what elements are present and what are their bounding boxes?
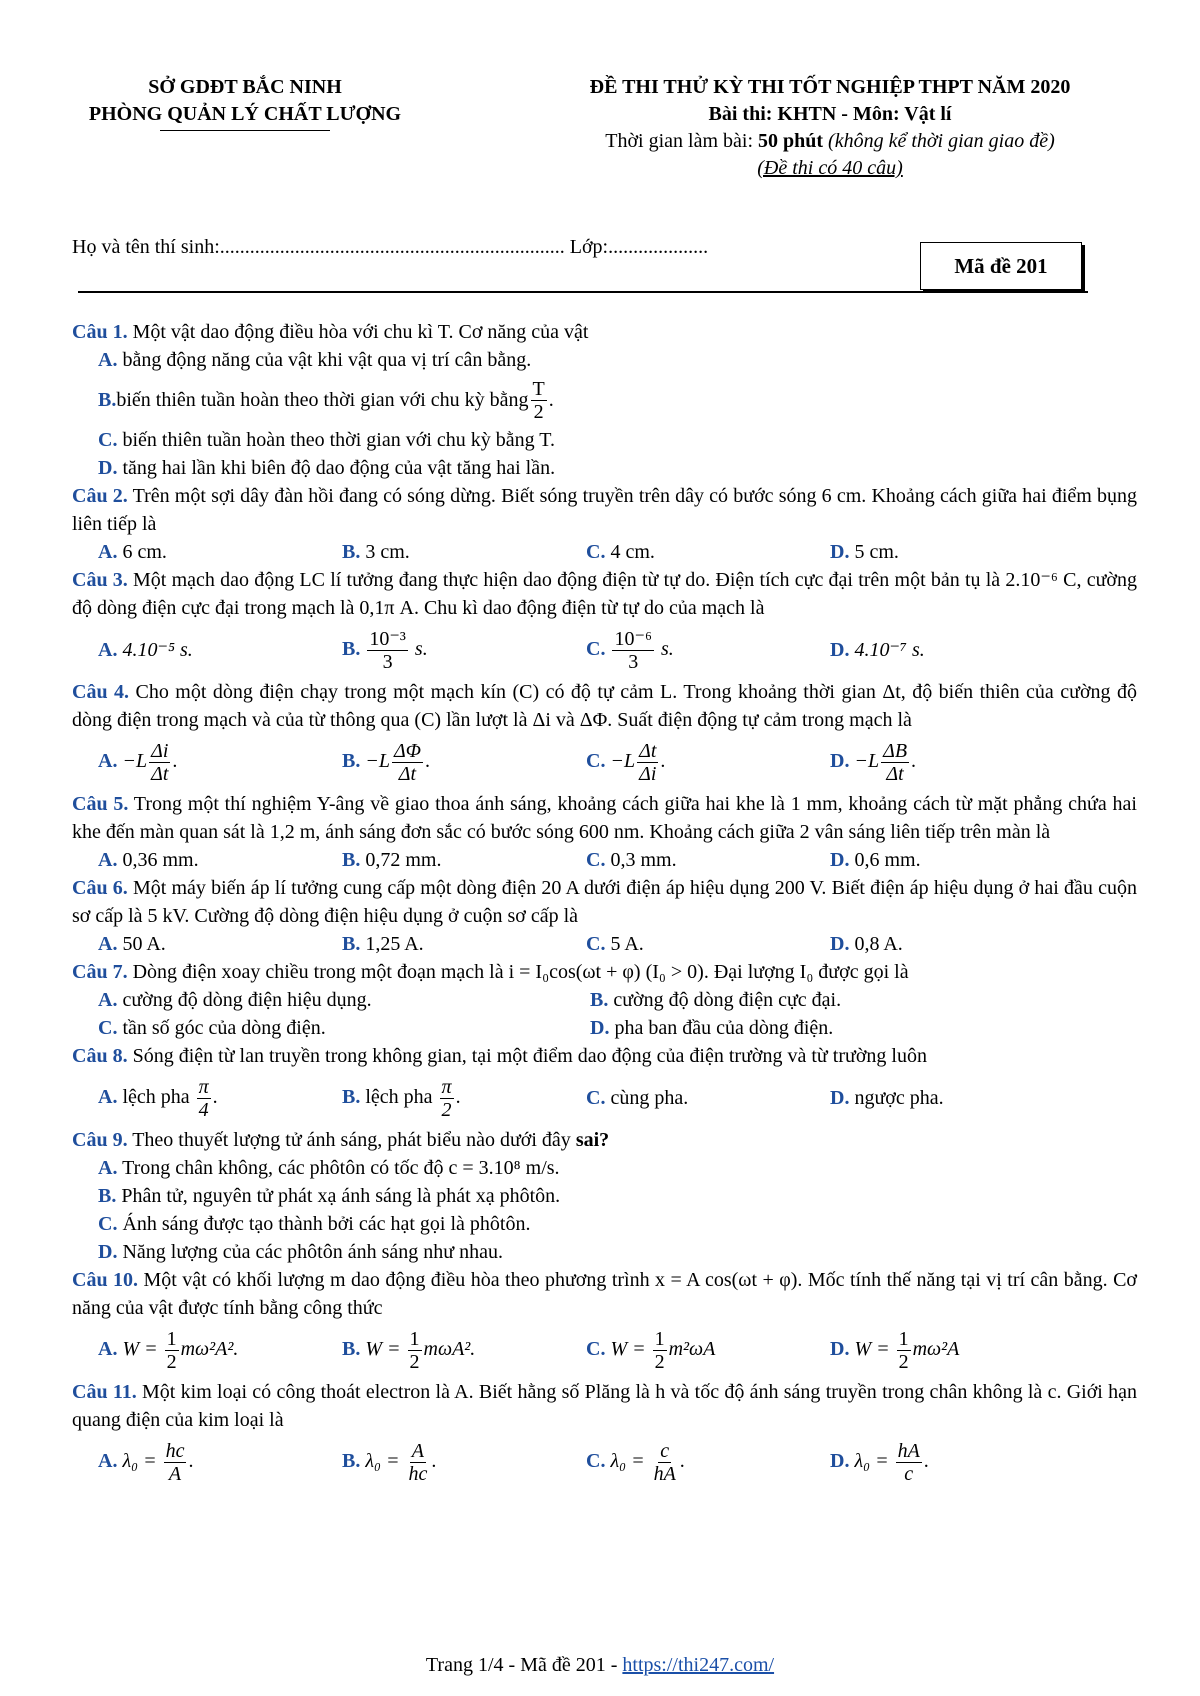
fraction: $\frac{\text{10⁻³}}{3}$ [369, 627, 406, 673]
option-b: B. Phân tử, nguyên tử phát xạ ánh sáng là phát xạ phôtôn. [98, 1185, 561, 1207]
option-a: A. λ₀ = $\frac{hc}{A}$ . [98, 1439, 194, 1485]
questions [72, 318, 1137, 1490]
option-b: B. λ₀ = $\frac{A}{hc}$ . [342, 1439, 437, 1485]
option-a: A. W = $\frac{1}{2}$ mω²A². [98, 1327, 239, 1373]
fraction: $\frac{\pi}{2}$ [441, 1075, 452, 1121]
question-6: Câu 6. Một máy biến áp lí tưởng cung cấp một dòng điện 20 A dưới điện áp hiệu dụng 200 V. Biết điện áp hiệu dụng ở hai đầu cuộn sơ cấp là 5 kV. Cường độ dòng điện hiệu dụng ở cuộn sơ cấp là A. 50 A. B. 1,25 A. C. 5 A. D. 0,8 A. [72, 874, 1137, 958]
header-right [515, 74, 1145, 182]
option-b: B. 0,72 mm. [342, 849, 442, 871]
option-c: C. λ₀ = $\frac{c}{hA}$ . [586, 1439, 685, 1485]
option-c: C. tần số góc của dòng điện. [98, 1017, 326, 1039]
option-b: B. 1,25 A. [342, 933, 424, 955]
question-8: Câu 8. Sóng điện từ lan truyền trong không gian, tại một điểm dao động của điện trường và từ trường luôn A. lệch pha $\frac{\pi}{4}$ . B. lệch pha $\frac{\pi}{2}$ . C. cùng pha. D. ngược pha. [72, 1045, 944, 1121]
option-d: D. tăng hai lần khi biên độ dao động của vật tăng hai lần. [98, 457, 556, 479]
fraction: $\frac{\text{10⁻⁶}}{3}$ [614, 627, 652, 673]
fraction: $\frac{T}{2}$ [532, 377, 545, 423]
option-b: B. W = $\frac{1}{2}$ mωA². [342, 1327, 476, 1373]
exam-time: Thời gian làm bài: 50 phút (không kể thời gian giao đề) [605, 130, 1055, 152]
question-5: Câu 5. Trong một thí nghiệm Y-âng về giao thoa ánh sáng, khoảng cách giữa hai khe là 1 mm, khoảng cách từ mặt phẳng chứa hai khe đến màn quan sát là 1,2 m, ánh sáng đơn sắc có bước sóng 600 nm. Khoảng cách giữa 2 vân sáng liên tiếp trên màn là A. 0,36 mm. B. 0,72 mm. C. 0,3 mm. D. 0,6 mm. [72, 790, 1137, 874]
option-d: D. 4.10⁻⁷ s. [830, 639, 925, 661]
student-info-line: Họ và tên thí sinh:..................................................................... Lớp:.................... [72, 236, 709, 258]
option-a: A. 6 cm. [98, 541, 167, 563]
option-c: C. biến thiên tuần hoàn theo thời gian với chu kỳ bằng T. [98, 429, 556, 451]
header-divider [160, 130, 330, 131]
option-d: D. −L $\frac{\Delta B}{\Delta t}$ . [830, 739, 917, 785]
question-9: Câu 9. Theo thuyết lượng tử ánh sáng, phát biểu nào dưới đây sai? A. Trong chân không, các phôtôn có tốc độ c = 3.10⁸ m/s. B. Phân tử, nguyên tử phát xạ ánh sáng là phát xạ phôtôn. C. Ánh sáng được tạo thành bởi các hạt gọi là phôtôn. D. Năng lượng của các phôtôn ánh sáng như nhau. [72, 1126, 1137, 1266]
option-a: A. bằng động năng của vật khi vật qua vị trí cân bằng. [98, 349, 532, 371]
question-2: Câu 2. Trên một sợi dây đàn hồi đang có sóng dừng. Biết sóng truyền trên dây có bước sóng 6 cm. Khoảng cách giữa hai điểm bụng liên tiếp là A. 6 cm. B. 3 cm. C. 4 cm. D. 5 cm. [72, 482, 1137, 566]
option-b: B. lệch pha $\frac{\pi}{2}$ . [342, 1075, 461, 1121]
question-11: Câu 11. Một kim loại có công thoát electron là A. Biết hằng số Plăng là h và tốc độ ánh sáng truyền trong chân không là c. Giới hạn quang điện của kim loại là A. λ₀ = $\frac{hc}{A}$ . B. λ₀ = $\frac{A}{hc}$ . C. λ₀ = $\frac{c}{hA}$ . D. λ₀ = $\frac{hA}{c}$ . [72, 1381, 1138, 1485]
option-b: B. biến thiên tuần hoàn theo thời gian với chu kỳ bằng $\frac{T}{2}$ . [98, 377, 554, 423]
option-a: A. 4.10⁻⁵ s. [98, 639, 193, 661]
fraction: $\frac{\Delta B}{\Delta t}$ [883, 739, 908, 785]
fraction: $\frac{1}{2}$ [654, 1327, 665, 1373]
option-a: A. lệch pha $\frac{\pi}{4}$ . [98, 1075, 218, 1121]
footer-text: Trang 1/4 - Mã đề 201 - [425, 1654, 623, 1676]
option-a: A. −L $\frac{\Delta i}{\Delta t}$ . [98, 739, 178, 785]
footer-link[interactable]: https://thi247.com/ [622, 1654, 775, 1676]
option-a: A. 0,36 mm. [98, 849, 199, 871]
fraction: $\frac{\Delta\Phi}{\Delta t}$ [393, 739, 421, 785]
fraction: $\frac{hc}{A}$ [165, 1439, 185, 1485]
header-left [70, 74, 420, 131]
option-c: C. 0,3 mm. [586, 849, 677, 871]
question-count-note: (Đề thi có 40 câu) [757, 157, 903, 179]
page-footer [0, 1654, 1200, 1677]
exam-subject: Bài thi: KHTN - Môn: Vật lí [708, 103, 952, 125]
fraction: $\frac{1}{2}$ [409, 1327, 420, 1373]
fraction: $\frac{\Delta i}{\Delta t}$ [151, 739, 169, 785]
option-d: D. ngược pha. [830, 1087, 944, 1109]
office-name: PHÒNG QUẢN LÝ CHẤT LƯỢNG [88, 103, 402, 125]
option-d: D. λ₀ = $\frac{hA}{c}$ . [830, 1439, 929, 1485]
fraction: $\frac{A}{hc}$ [408, 1439, 428, 1485]
fraction: $\frac{1}{2}$ [898, 1327, 909, 1373]
fraction: $\frac{hA}{c}$ [897, 1439, 920, 1485]
option-b: B. 3 cm. [342, 541, 410, 563]
question-3: Câu 3. Một mạch dao động LC lí tưởng đang thực hiện dao động điện từ tự do. Điện tích cực đại trên một bản tụ là 2.10⁻⁶ C, cường độ dòng điện cực đại trong mạch là 0,1π A. Chu kì dao động điện từ tự do của mạch là A. 4.10⁻⁵ s. B. $\frac{\text{10⁻³}}{3}$ s. C. $\frac{\text{10⁻⁶}}{3}$ s. D. 4.10⁻⁷ s. [72, 569, 1137, 673]
question-4: Câu 4. Cho một dòng điện chạy trong một mạch kín (C) có độ tự cảm L. Trong khoảng thời gian Δt, độ biến thiên của cường độ dòng điện trong mạch và của từ thông qua (C) lần lượt là Δi và ΔΦ. Suất điện động tự cảm trong mạch là A. −L $\frac{\Delta i}{\Delta t}$ . B. −L $\frac{\Delta\Phi}{\Delta t}$ . C. −L $\frac{\Delta t}{\Delta i}$ . D. −L $\frac{\Delta B}{\Delta t}$ . [72, 681, 1137, 785]
fraction: $\frac{1}{2}$ [166, 1327, 177, 1373]
option-a: A. cường độ dòng điện hiệu dụng. [98, 989, 372, 1011]
option-c: C. cùng pha. [586, 1087, 689, 1109]
option-a: A. Trong chân không, các phôtôn có tốc độ c = 3.10⁸ m/s. [98, 1157, 560, 1179]
fraction: $\frac{c}{hA}$ [653, 1439, 676, 1485]
question-1: Câu 1. Một vật dao động điều hòa với chu kì T. Cơ năng của vật A. bằng động năng của vật khi vật qua vị trí cân bằng. B. biến thiên tuần hoàn theo thời gian với chu kỳ bằng $\frac{T}{2}$ . C. biến thiên tuần hoàn theo thời gian với chu kỳ bằng T. D. tăng hai lần khi biên độ dao động của vật tăng hai lần. [72, 318, 1137, 482]
option-d: D. 0,6 mm. [830, 849, 921, 871]
option-d: D. pha ban đầu của dòng điện. [590, 1017, 834, 1039]
exam-title: ĐỀ THI THỬ KỲ THI TỐT NGHIỆP THPT NĂM 2020 [589, 76, 1071, 98]
option-c: C. −L $\frac{\Delta t}{\Delta i}$ . [586, 739, 666, 785]
student-divider [78, 291, 1088, 293]
exam-code-box: Mã đề 201 [920, 242, 1082, 290]
question-7: Câu 7. Dòng điện xoay chiều trong một đoạn mạch là i = I₀cos(ωt + φ) (I₀ > 0). Đại lượng I₀ được gọi là A. cường độ dòng điện hiệu dụng. B. cường độ dòng điện cực đại. C. tần số góc của dòng điện. D. pha ban đầu của dòng điện. [72, 958, 1137, 1042]
option-b: B. $\frac{\text{10⁻³}}{3}$ s. [342, 627, 428, 673]
option-a: A. 50 A. [98, 933, 166, 955]
option-d: D. 0,8 A. [830, 933, 903, 955]
option-d: D. W = $\frac{1}{2}$ mω²A [830, 1327, 960, 1373]
option-d: D. Năng lượng của các phôtôn ánh sáng như nhau. [98, 1241, 503, 1263]
option-c: C. W = $\frac{1}{2}$ m²ωA [586, 1327, 716, 1373]
fraction: $\frac{\pi}{4}$ [198, 1075, 209, 1121]
fraction: $\frac{\Delta t}{\Delta i}$ [639, 739, 657, 785]
option-b: B. −L $\frac{\Delta\Phi}{\Delta t}$ . [342, 739, 430, 785]
question-10: Câu 10. Một vật có khối lượng m dao động điều hòa theo phương trình x = A cos(ωt + φ). Mốc tính thế năng tại vị trí cân bằng. Cơ năng của vật được tính bằng công thức A. W = $\frac{1}{2}$ mω²A². B. W = $\frac{1}{2}$ mωA². C. W = $\frac{1}{2}$ m²ωA D. W = $\frac{1}{2}$ mω²A [72, 1269, 1137, 1373]
option-c: C. Ánh sáng được tạo thành bởi các hạt gọi là phôtôn. [98, 1213, 531, 1235]
option-c: C. 5 A. [586, 933, 644, 955]
option-c: C. $\frac{\text{10⁻⁶}}{3}$ s. [586, 627, 674, 673]
option-b: B. cường độ dòng điện cực đại. [590, 989, 842, 1011]
department-name: SỞ GDĐT BẮC NINH [148, 76, 342, 98]
option-c: C. 4 cm. [586, 541, 655, 563]
option-d: D. 5 cm. [830, 541, 899, 563]
